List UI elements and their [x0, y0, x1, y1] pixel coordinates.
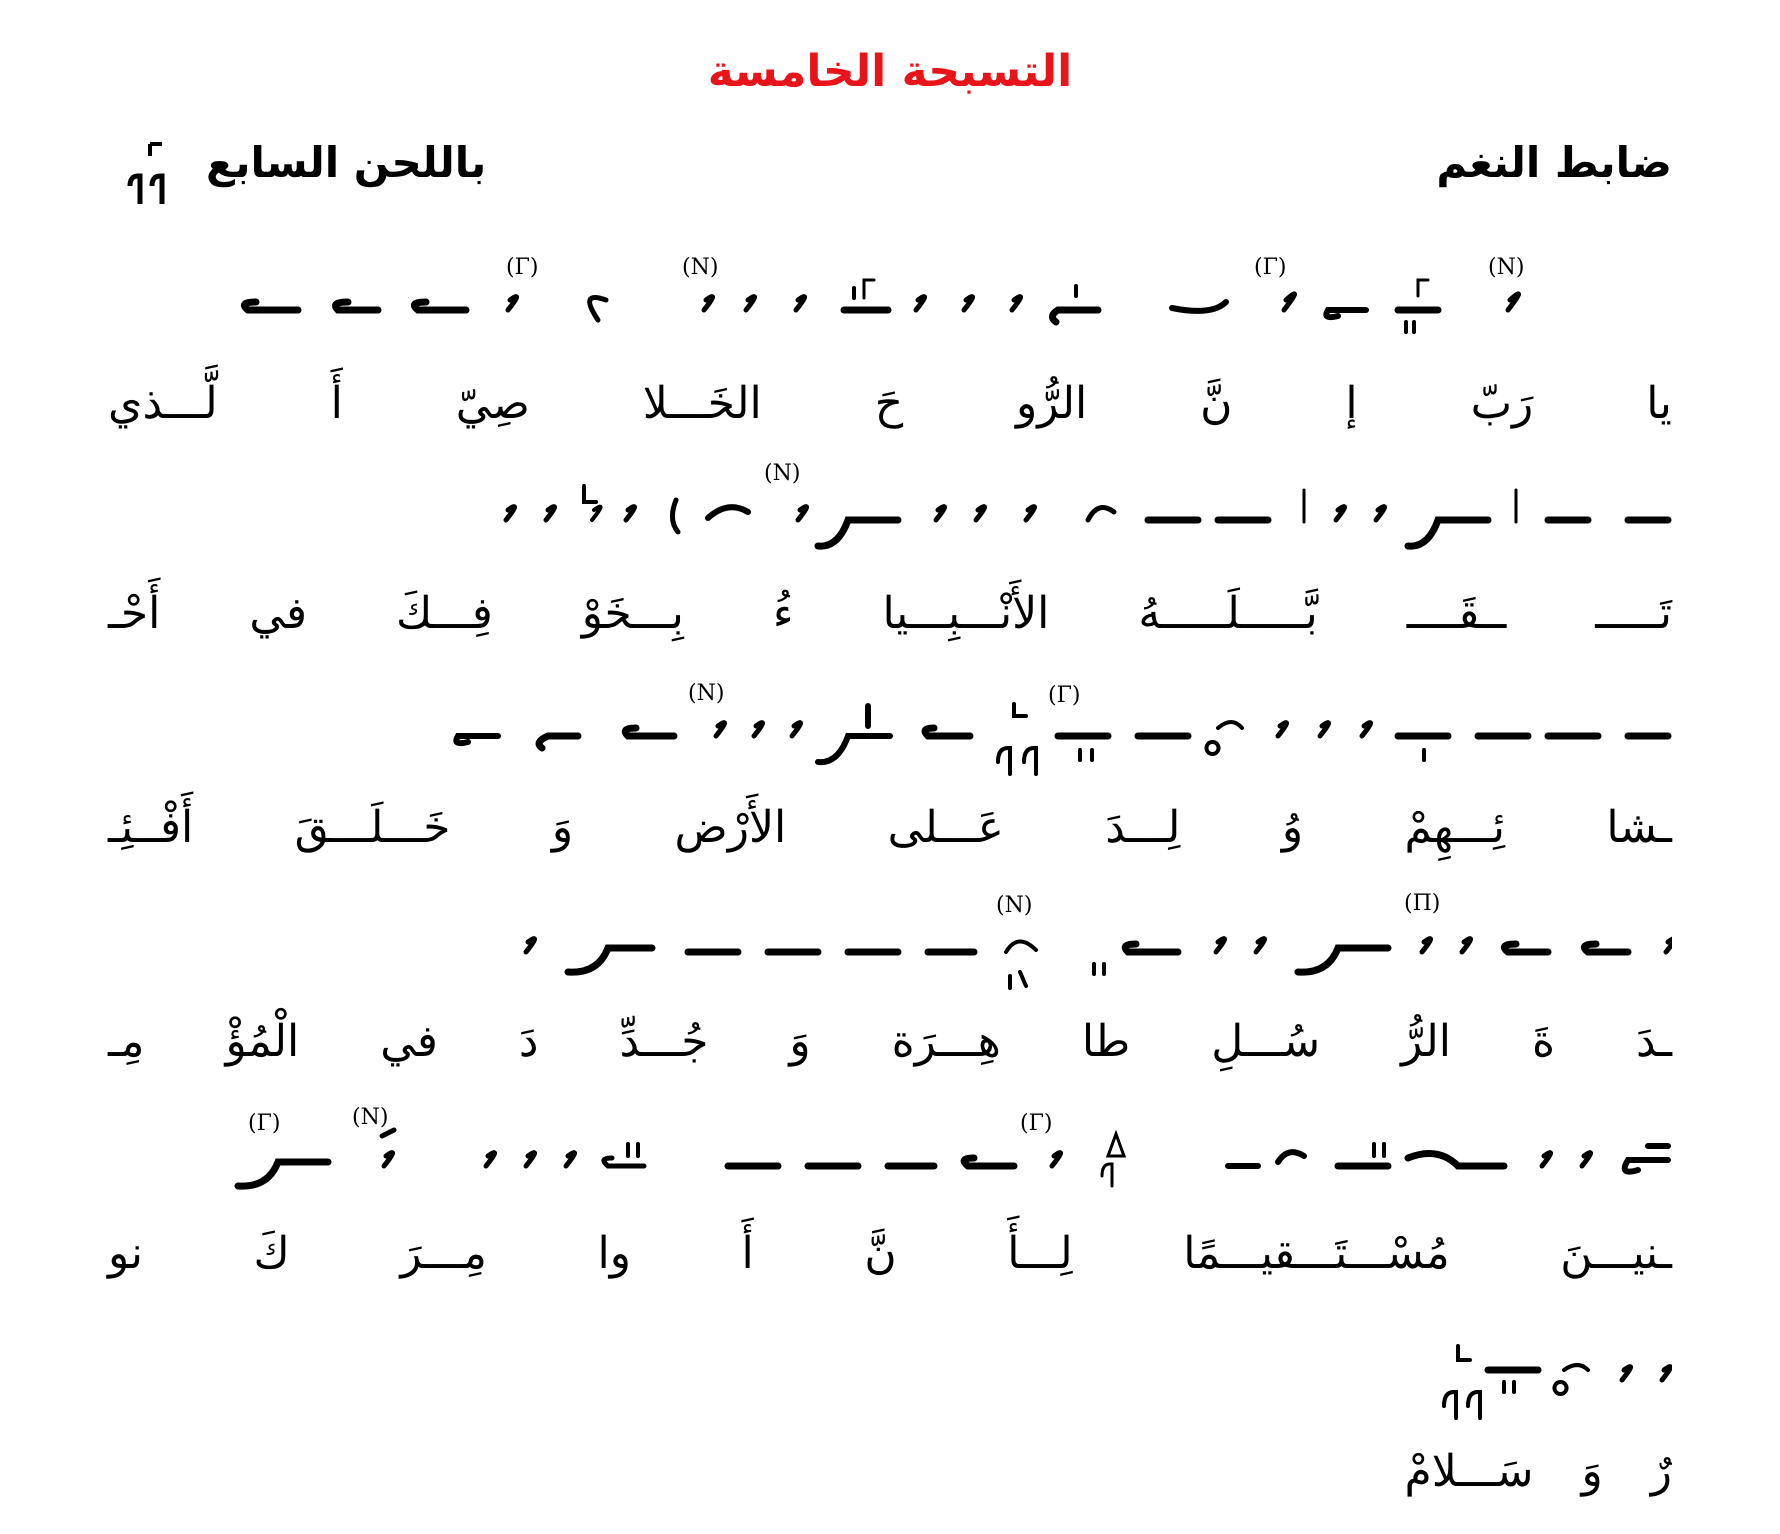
lyric-line-2: [108, 578, 1672, 648]
lyric-syllable: أَ: [330, 377, 343, 429]
neume-line-1: [108, 250, 1672, 360]
lyric-syllable: الرُّ: [1401, 1015, 1451, 1067]
lyric-syllable: حَ: [874, 377, 904, 429]
lyric-syllable: الأَنْـــبِـــيا: [882, 587, 1050, 639]
lyric-syllable: لَّـــذي: [108, 377, 218, 429]
lyric-syllable: لِـــأَ: [1007, 1227, 1073, 1279]
svg-text:(Γ): (Γ): [506, 255, 539, 280]
lyric-line-5: [108, 1218, 1672, 1288]
tone-label: باللحن السابع: [206, 138, 487, 187]
lyric-syllable: إ: [1345, 377, 1358, 429]
lyric-line-3: [108, 792, 1672, 862]
lyric-syllable: الخَـــلا: [642, 377, 762, 429]
neume-line-4: [108, 892, 1672, 1002]
lyric-syllable: كَ: [253, 1227, 290, 1279]
lyric-syllable: ئِـــهِمْ: [1404, 801, 1505, 853]
lyric-syllable: في: [249, 587, 308, 639]
lyric-syllable: أَحْـ: [108, 587, 161, 639]
neume-line-5: [108, 1106, 1672, 1216]
lyric-syllable: جُـــدِّ: [619, 1015, 709, 1067]
rhythm-label: ضابط النغم: [1436, 138, 1672, 187]
tone-sign-icon: [122, 140, 172, 216]
lyric-syllable: خَـــلَـــقَ: [294, 801, 451, 853]
svg-text:(N): (N): [1488, 255, 1525, 280]
svg-text:(N): (N): [352, 1106, 389, 1130]
svg-text:(Γ): (Γ): [248, 1111, 281, 1136]
lyric-syllable: وُ: [1281, 801, 1304, 853]
lyric-syllable: ـدَ: [1635, 1015, 1672, 1067]
lyric-syllable: مِـــرَ: [400, 1227, 487, 1279]
lyric-syllable: مِـ: [108, 1015, 145, 1067]
lyric-syllable: سُـــلِ: [1211, 1015, 1321, 1067]
lyric-syllable: دَ: [518, 1015, 539, 1067]
svg-text:(Γ): (Γ): [1254, 255, 1287, 280]
lyric-syllable: وَ: [789, 1015, 811, 1067]
lyric-syllable: تَـــــ: [1595, 587, 1672, 639]
lyric-syllable: وا: [597, 1227, 631, 1279]
svg-text:(N): (N): [996, 893, 1033, 918]
lyric-syllable: وَ: [551, 801, 574, 853]
lyric-syllable: بَّـــــلَـــــهُ: [1138, 587, 1318, 639]
lyric-syllable: صِيّ: [455, 377, 530, 429]
svg-text:(N): (N): [764, 461, 801, 486]
lyric-syllable: مُسْـــتَـــقيـــمًا: [1183, 1227, 1450, 1279]
lyric-syllable: نَّ: [1200, 377, 1233, 429]
lyric-syllable: طا: [1081, 1015, 1131, 1067]
svg-text:(Π): (Π): [1404, 892, 1441, 916]
lyric-syllable: عَـــلى: [887, 801, 1004, 853]
lyric-syllable: نَّ: [864, 1227, 897, 1279]
lyric-syllable: ــقَــــ: [1406, 587, 1507, 639]
lyric-syllable: ـشا: [1606, 801, 1672, 853]
lyric-syllable: وَ: [1581, 1445, 1603, 1497]
lyric-syllable: الرُّو: [1016, 377, 1088, 429]
svg-text:(N): (N): [682, 255, 719, 280]
lyric-syllable: ءُ: [772, 587, 794, 639]
lyric-syllable: رَبّ: [1470, 377, 1534, 429]
lyric-syllable: ـنيـــنَ: [1560, 1227, 1672, 1279]
lyric-syllable: أَفْــئِـ: [108, 801, 194, 853]
lyric-syllable: سَـــلامْ: [1404, 1445, 1534, 1497]
lyric-syllable: رٌ: [1650, 1445, 1672, 1497]
lyric-syllable: فِـــكَ: [396, 587, 493, 639]
lyric-line-1: [108, 368, 1672, 438]
svg-text:(N): (N): [688, 681, 725, 706]
lyric-syllable: يا: [1646, 377, 1672, 429]
lyric-line-6: [108, 1436, 1672, 1506]
lyric-syllable: الْمُؤْ: [225, 1015, 300, 1067]
lyric-syllable: ةَ: [1531, 1015, 1556, 1067]
lyric-syllable: بِـــخَوْ: [581, 587, 684, 639]
page-title: التسبحة الخامسة: [707, 46, 1073, 97]
lyric-syllable: في: [380, 1015, 438, 1067]
neume-line-2: [108, 460, 1672, 570]
lyric-syllable: الأَرْض: [674, 801, 787, 853]
lyric-syllable: أَ: [741, 1227, 754, 1279]
lyric-syllable: نو: [108, 1227, 143, 1279]
neume-line-6: [108, 1326, 1672, 1436]
lyric-line-4: [108, 1006, 1672, 1076]
svg-text:(Γ): (Γ): [1020, 1111, 1053, 1136]
lyric-syllable: لِـــدَ: [1105, 801, 1181, 853]
neume-line-3: [108, 676, 1672, 786]
svg-text:(Γ): (Γ): [1048, 683, 1081, 708]
lyric-syllable: هِـــرَة: [891, 1015, 1001, 1067]
